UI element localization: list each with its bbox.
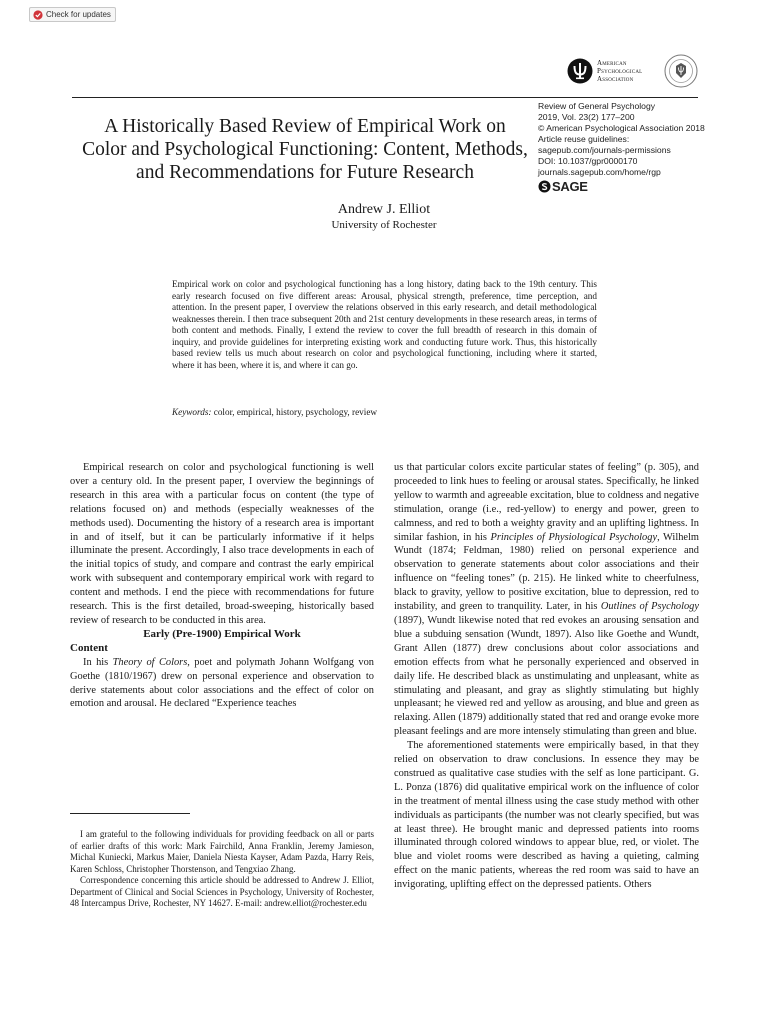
empirical-basis-paragraph: The aforementioned statements were empirically based, in that they relied on observation to draw conclusions. In essence they may be construed as qualitative case studies with the self as lone participant. G. L. Ponza (1876) did qualitative empirical work on the influence of color in the treatment of mental illness using the case study method with other individuals as participants (the number was not clearly specified, but was at least three). He brought manic and depressed patients into rooms illuminated through colored windows to appear blue, red, or violet. The blue and violet rooms were described as having a quieting, calming effect on the manic patients, whereas the red room was said to have an invigorating, uplifting effect on the depressed patients. Others (394, 740, 699, 891)
journal-copyright: © American Psychological Association 2018 (538, 123, 705, 133)
footnote-rule (70, 813, 190, 814)
intro-paragraph: Empirical research on color and psychological functioning is well over a century old. In the present paper, I overview the beginnings of research in this area with a particular focus on content (the type of relations focused on) and methods (especially weaknesses of the methods used). Documenting the history of a research area is important in and of itself, but it can be particularly informative if it helps illuminate the present. Accordingly, I also trace developments in each of the initial topics of study, and compare and contrast the early empirical work with subsequent and contemporary empirical work with regard to content and methods. I end the piece with recommendations for future research. This is the first detailed, broad-sweeping, historically based review of research to be conducted in this area. (70, 462, 374, 626)
book-title: Principles of Physiological Psychology (490, 531, 658, 543)
reuse-label: Article reuse guidelines: (538, 134, 630, 144)
journal-info (538, 101, 708, 193)
footnotes (70, 829, 374, 910)
publisher-line-1: American (597, 59, 627, 67)
book-title: Outlines of Psychology (600, 601, 699, 613)
goethe-paragraph (70, 656, 374, 712)
text-run: us that particular colors excite particular states of feeling” (p. 305), and proceeded to link hues to feeling or arousal states. Specifically, he linked yellow to warmth and agreeable excitation, blue to coldness and negative stimulation, orange (i.e., red-yellow) to energy and power, green to calmness, and red to both a weighty gravity and an uplifting lightness. In similar fashion, in his (394, 462, 699, 543)
text-run: , poet and polymath Johann Wolfgang von Goethe (1810/1967) drew on personal experience and observation to derive statements about color associations and the effect of color on emotion and arousal. He declared “Experience teaches (70, 656, 374, 710)
right-column (394, 461, 699, 892)
article-title: A Historically Based Review of Empirical Work on Color and Psychological Functioning: Content, Methods, and Recommendations for Future Research (82, 116, 528, 183)
color-associations-paragraph (394, 461, 699, 739)
book-title: Theory of Colors (112, 656, 188, 668)
journal-home-link[interactable]: journals.sagepub.com/home/rgp (538, 167, 661, 177)
keywords-label: Keywords: (172, 407, 212, 417)
journal-issue: 2019, Vol. 23(2) 177–200 (538, 112, 635, 122)
doi-link[interactable]: DOI: 10.1037/gpr0000170 (538, 156, 638, 166)
keywords-list: color, empirical, history, psychology, review (211, 407, 378, 417)
section-heading: Early (Pre-1900) Empirical Work (143, 627, 301, 640)
sage-logo (538, 180, 708, 193)
apa-logo (567, 58, 642, 84)
header-rule (72, 97, 698, 98)
acknowledgment-note: I am grateful to the following individuals for providing feedback on all or parts of earlier drafts of this work: Mark Fairchild, Anna Franklin, Jeremy Jamieson, Michal Kuniecki, Markus Maier, Daniela Niesta Kayser, Adam Pazda, Harry Reis, Karen Schloss, Christopher Thorstenson, and Tengxiao Zhang. (70, 829, 374, 874)
text-run: , Wilhelm Wundt (1874; Feldman, 1980) relied on personal experience and observation to generate statements about color associations and their influence on “feeling tones” (p. 215). He linked white to cheerfulness, black to gravity, yellow to positive excitation, blue to depression, red to instability, and green to tranquility. Later, in his (394, 531, 699, 613)
check-for-updates-button[interactable] (29, 7, 116, 22)
check-updates-label: Check for updates (46, 10, 111, 19)
correspondence-note: Correspondence concerning this article should be addressed to Andrew J. Elliot, Department of Clinical and Social Sciences in Psychology, University of Rochester, 48 Intercampus Drive, Rochester, NY 14627. E-mail: andrew.elliot@rochester.edu (70, 875, 374, 908)
publisher-line-2: Psychological (597, 67, 643, 75)
reuse-link[interactable]: sagepub.com/journals-permissions (538, 145, 671, 155)
publisher-line-3: Association (597, 75, 634, 83)
abstract: Empirical work on color and psychological functioning has a long history, dating back to the 19th century. This early research focused on five different areas: Arousal, physical strength, preference, time perception, and attention. In the present paper, I overview the relations observed in this early research, and detail methodological weaknesses therein. I then trace subsequent 20th and 21st century developments in these research areas, in terms of both content and methods. Finally, I extend the review to cover the full breadth of research in this domain of inquiry, and provide guidelines for interpreting existing work and conducting future work. Thus, this historically based review tells us much about research on color and psychological functioning, including where it started, where it has been, where it is, and where it can go. (172, 279, 597, 370)
journal-name: Review of General Psychology (538, 101, 656, 111)
psi-icon (567, 58, 593, 84)
text-run: In his (83, 656, 113, 668)
text-run: (1897), Wundt likewise noted that red evokes an arousing sensation and blue a subduing sensation (Wundt, 1897). Also like Goethe and Wundt, Grant Allen (1877) drew conclusions about color associations and emotion effects from what he personally experienced and observed in daily life. He described black as unstimulating and unpleasant, white as stimulating and pleasant, and gray as slightly stimulating but highly unpleasant; he viewed red and yellow as arousing, and blue and green as relaxing. Allen (1879) additionally stated that red and orange evoke more pleasant feelings and are more intensely stimulating than green and blue. (394, 614, 699, 738)
left-column (70, 461, 374, 711)
subheading-content: Content (70, 641, 108, 654)
keywords (172, 407, 597, 417)
author-name: Andrew J. Elliot (337, 202, 431, 217)
sage-s-icon (538, 180, 551, 193)
check-updates-icon (33, 10, 43, 20)
sage-wordmark: SAGE (552, 179, 588, 194)
division-seal-icon (664, 54, 698, 88)
author-affiliation: University of Rochester (331, 219, 437, 231)
